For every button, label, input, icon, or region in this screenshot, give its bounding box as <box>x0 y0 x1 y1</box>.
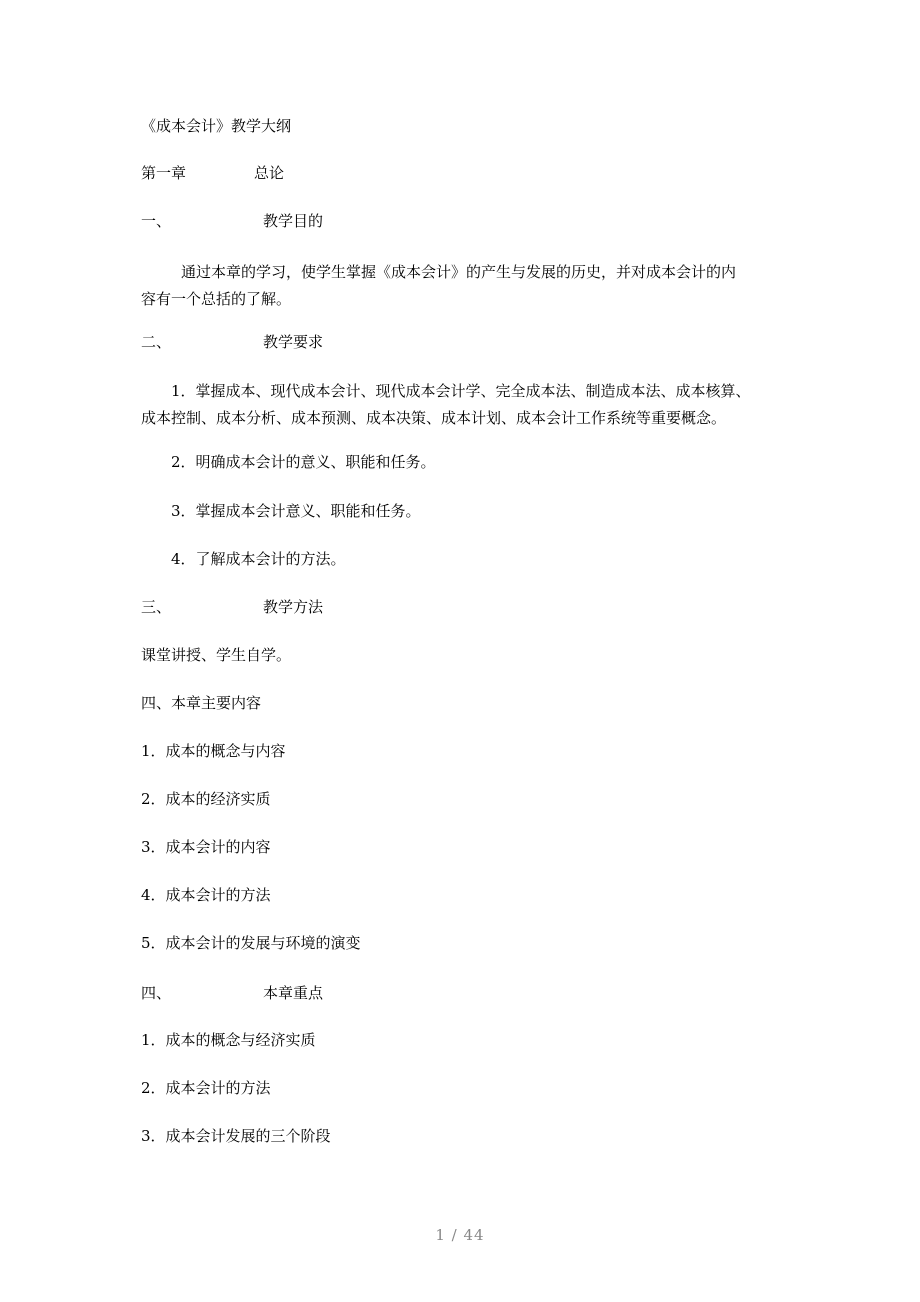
content-item: 5．成本会计的发展与环境的演变 <box>141 934 361 952</box>
chapter-name: 总论 <box>254 164 285 182</box>
content-item: 4．成本会计的方法 <box>141 886 271 904</box>
section-name: 教学方法 <box>263 598 324 616</box>
section-name: 教学目的 <box>263 212 324 230</box>
section-number: 二、 <box>141 333 172 351</box>
requirement-2: 2．明确成本会计的意义、职能和任务。 <box>171 453 436 471</box>
section-heading-4: 四、本章主要内容 <box>141 694 262 712</box>
key-point-item: 2．成本会计的方法 <box>141 1079 271 1097</box>
content-item: 1．成本的概念与内容 <box>141 742 286 760</box>
section-number: 四、 <box>141 984 172 1002</box>
section-number: 一、 <box>141 212 172 230</box>
requirement-4: 4．了解成本会计的方法。 <box>171 550 346 568</box>
section-heading-2 <box>141 332 541 352</box>
section-heading-1 <box>141 211 541 231</box>
chapter-heading <box>141 163 541 183</box>
key-point-item: 3．成本会计发展的三个阶段 <box>141 1127 331 1145</box>
paragraph-line: 成本控制、成本分析、成本预测、成本决策、成本计划、成本会计工作系统等重要概念。 <box>141 409 727 427</box>
doc-title: 《成本会计》教学大纲 <box>141 117 292 135</box>
section-name: 本章重点 <box>263 984 324 1002</box>
requirement-1 <box>141 378 801 432</box>
paragraph-line: 通过本章的学习，使学生掌握《成本会计》的产生与发展的历史，并对成本会计的内 <box>181 263 737 281</box>
purpose-paragraph <box>141 259 801 313</box>
requirement-3: 3．掌握成本会计意义、职能和任务。 <box>171 502 421 520</box>
section-number: 三、 <box>141 598 172 616</box>
section-name: 教学要求 <box>263 333 324 351</box>
key-point-item: 1．成本的概念与经济实质 <box>141 1031 316 1049</box>
content-item: 3．成本会计的内容 <box>141 838 271 856</box>
page-number: 1 / 44 <box>435 1226 485 1244</box>
content-item: 2．成本的经济实质 <box>141 790 271 808</box>
chapter-number: 第一章 <box>141 164 187 182</box>
section-heading-5 <box>141 983 541 1003</box>
teaching-method: 课堂讲授、学生自学。 <box>141 646 292 664</box>
paragraph-line: 容有一个总括的了解。 <box>141 290 292 308</box>
section-heading-3 <box>141 597 541 617</box>
paragraph-line: 1．掌握成本、现代成本会计、现代成本会计学、完全成本法、制造成本法、成本核算、 <box>171 382 751 400</box>
